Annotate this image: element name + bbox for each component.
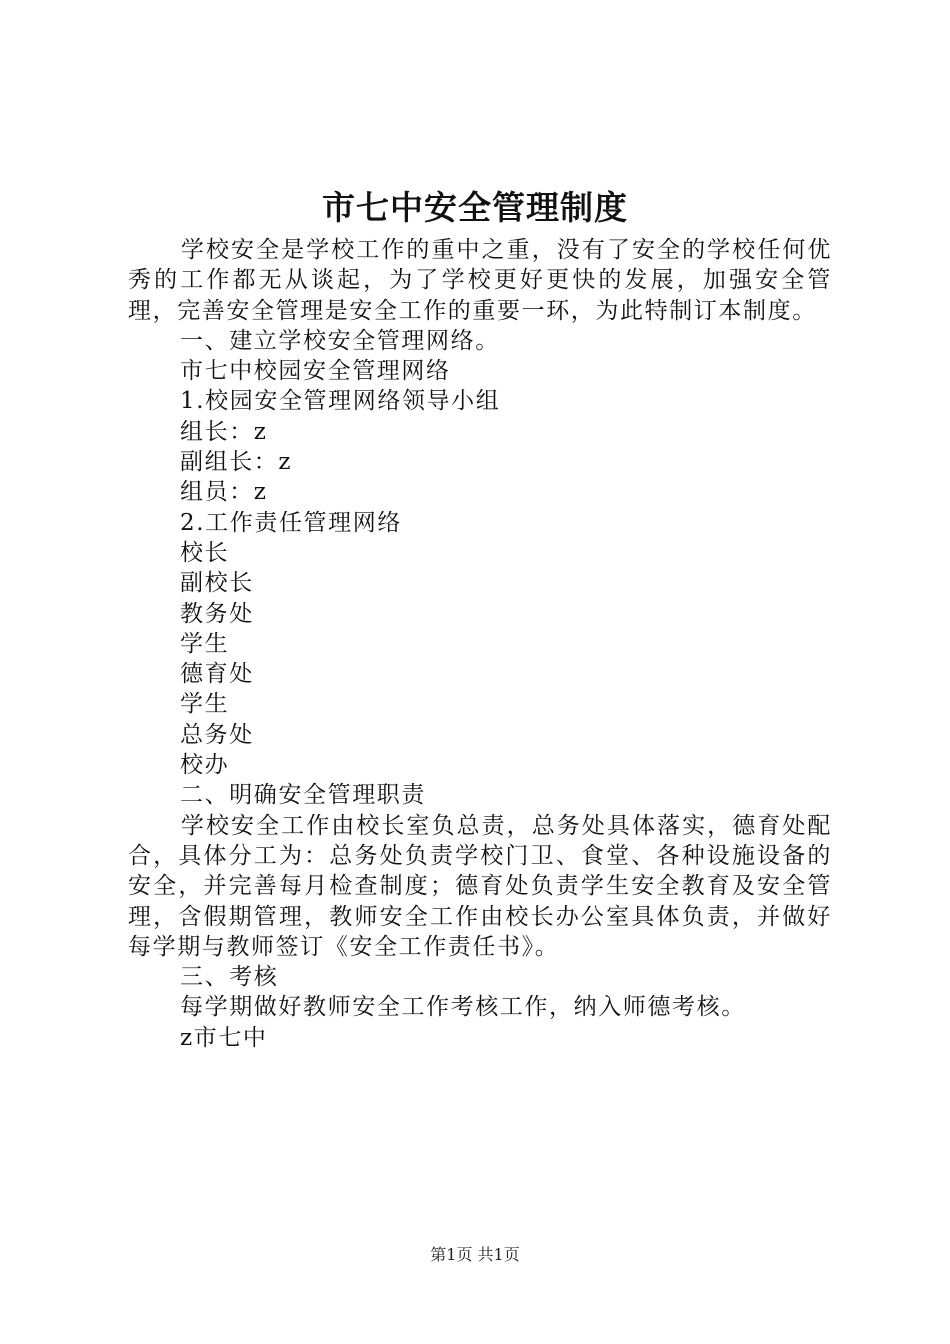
section2-heading: 二、明确安全管理职责: [180, 782, 426, 809]
signature: z市七中: [180, 1024, 268, 1051]
document-title: 市七中安全管理制度: [322, 188, 628, 227]
subsection1-heading: 1.校园安全管理网络领导小组: [180, 388, 501, 415]
network-item: 校长: [180, 539, 230, 566]
section3-heading: 三、考核: [180, 964, 279, 991]
vice-leader-line: 副组长：z: [180, 449, 293, 476]
section3-paragraph: 每学期做好教师安全工作考核工作，纳入师德考核。: [180, 994, 746, 1021]
subsection2-heading: 2.工作责任管理网络: [180, 509, 402, 536]
network-title: 市七中校园安全管理网络: [180, 358, 451, 385]
section2-paragraph: 学校安全工作由校长室负总责，总务处具体落实，德育处配合，具体分工为：总务处负责学校门卫、食堂、各种设施设备的安全，并完善每月检查制度；德育处负责学生安全教育及安全管理，含假期管理，教师安全工作由校长办公室具体负责，并做好每学期与教师签订《安全工作责任书》。: [128, 812, 832, 960]
member-line: 组员：z: [180, 479, 268, 506]
network-item: 校办: [180, 752, 230, 779]
network-item: 副校长: [180, 570, 254, 597]
network-item: 学生: [180, 691, 230, 718]
section1-heading: 一、建立学校安全管理网络。: [180, 327, 500, 354]
page-footer: 第1页 共1页: [430, 1245, 520, 1264]
network-item: 教务处: [180, 600, 254, 627]
network-item: 总务处: [180, 721, 254, 748]
leader-line: 组长：z: [180, 418, 268, 445]
network-item: 学生: [180, 630, 230, 657]
network-item: 德育处: [180, 661, 254, 688]
document-body: [128, 235, 832, 1053]
intro-paragraph: 学校安全是学校工作的重中之重，没有了安全的学校任何优秀的工作都无从谈起，为了学校更好更快的发展，加强安全管理，完善安全管理是安全工作的重要一环，为此特制订本制度。: [128, 237, 832, 324]
